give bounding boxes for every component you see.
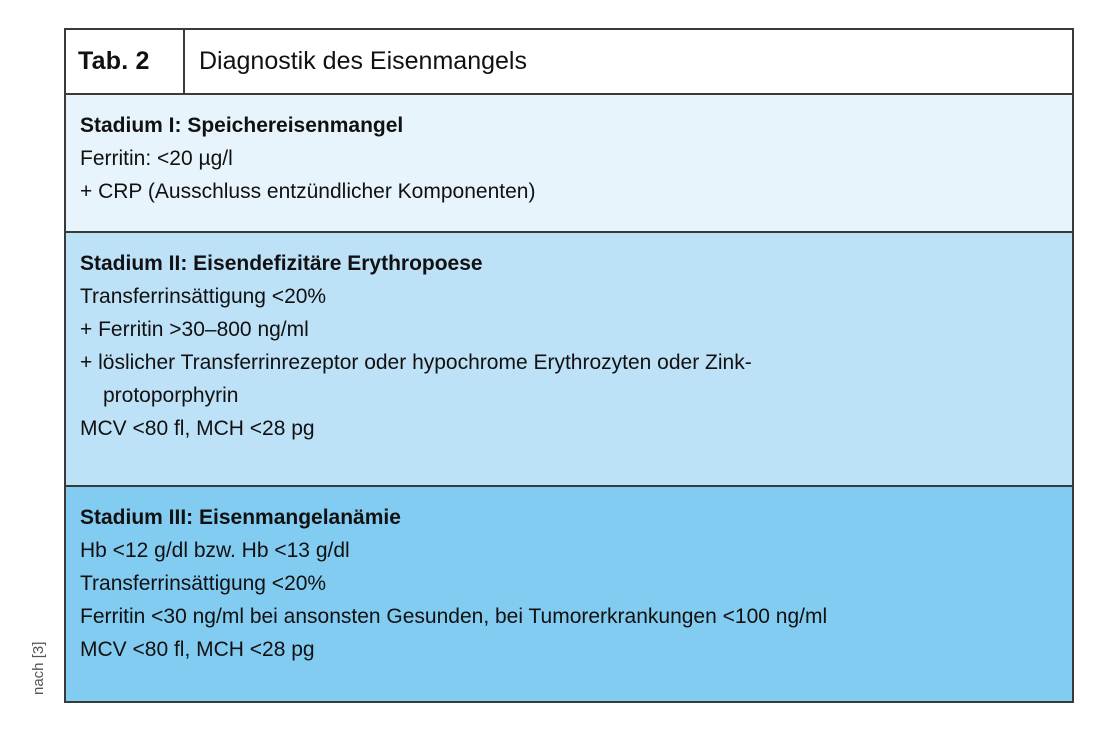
stage-1-line-2: + CRP (Ausschluss entzündlicher Komponenten): [80, 180, 536, 203]
stage-1-line-1: Ferritin: <20 µg/l: [80, 147, 233, 170]
stage-2-title: Stadium II: Eisendefizitäre Erythropoese: [80, 252, 483, 275]
stage-3-section: [66, 485, 1072, 701]
stage-3-line-2: Transferrinsättigung <20%: [80, 572, 327, 595]
table-title: Diagnostik des Eisenmangels: [199, 47, 527, 75]
stage-2-line-1: Transferrinsättigung <20%: [80, 285, 327, 308]
stage-2-line-4: protoporphyrin: [103, 384, 239, 407]
stage-2-line-5: MCV <80 fl, MCH <28 pg: [80, 417, 315, 440]
stage-2-section: [66, 231, 1072, 485]
stage-3-line-1: Hb <12 g/dl bzw. Hb <13 g/dl: [80, 539, 350, 562]
stage-3-line-3: Ferritin <30 ng/ml bei ansonsten Gesunden, bei Tumorerkrankungen <100 ng/ml: [80, 605, 828, 628]
table-header: [66, 30, 1072, 95]
stage-2-line-2: + Ferritin >30–800 ng/ml: [80, 318, 309, 341]
diagnostics-table: [64, 28, 1074, 703]
stage-2-line-3: + löslicher Transferrinrezeptor oder hypochrome Erythrozyten oder Zink-: [80, 351, 752, 374]
stage-1-title: Stadium I: Speichereisenmangel: [80, 114, 404, 137]
stage-1-section: [66, 95, 1072, 231]
stage-3-line-4: MCV <80 fl, MCH <28 pg: [80, 638, 315, 661]
stage-3-title: Stadium III: Eisenmangelanämie: [80, 506, 401, 529]
source-note: nach [3]: [30, 641, 47, 695]
table-number: Tab. 2: [66, 30, 185, 93]
